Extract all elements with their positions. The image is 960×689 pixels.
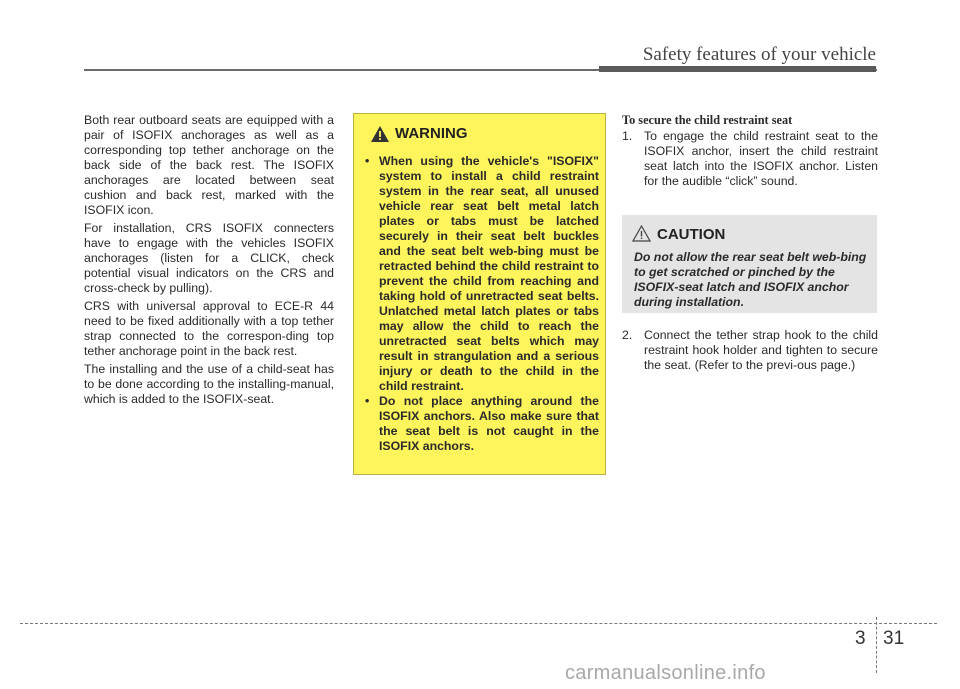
section-heading: To secure the child restraint seat: [622, 113, 793, 127]
warning-item: [363, 154, 599, 394]
caution-text: Do not allow the rear seat belt web-bing to get scratched or pinched by the ISOFIX-seat latch and ISOFIX anchor during installation.: [634, 250, 867, 309]
page-header-title: Safety features of your vehicle: [642, 44, 876, 65]
warning-item-text: Do not place anything around the ISOFIX anchors. Also make sure that the seat belt is not caught in the ISOFIX anchors.: [379, 394, 599, 453]
right-text-column: [622, 113, 878, 189]
paragraph: Both rear outboard seats are equipped with a pair of ISOFIX anchorages as well as a corresponding top tether anchorage on the back side of the back rest. The ISOFIX anchorages are located between seat cushion and back rest, marked with the ISOFIX icon.: [84, 113, 334, 217]
bullet-icon: •: [365, 394, 370, 408]
warning-title: WARNING: [395, 125, 468, 142]
footer-rule: [20, 623, 937, 624]
step-number: 1.: [622, 129, 633, 143]
warning-box: [353, 113, 606, 475]
paragraph: For installation, CRS ISOFIX connecters have to engage with the vehicles ISOFIX anchorages (listen for a CLICK, check potential visual indicators on the CRS and cross-check by pulling).: [84, 221, 334, 295]
step-text: To engage the child restraint seat to the ISOFIX anchor, insert the child restraint seat latch into the ISOFIX anchor. Listen for the audible “click” sound.: [644, 129, 878, 188]
page-number: 31: [883, 628, 905, 649]
caution-box: [622, 215, 877, 313]
warning-list: [363, 154, 599, 454]
bullet-icon: •: [365, 154, 370, 168]
footer-divider: [876, 617, 877, 673]
warning-triangle-icon: [371, 126, 389, 142]
paragraph: The installing and the use of a child-seat has to be done according to the installing-manual, which is added to the ISOFIX-seat.: [84, 362, 334, 406]
step-number: 2.: [622, 328, 633, 342]
watermark: carmanualsonline.info: [565, 662, 766, 684]
step-1: [622, 129, 878, 189]
paragraph: CRS with universal approval to ECE-R 44 need to be fixed additionally with a top tether strap connected to the correspon-ding top tether anchorage point in the back rest.: [84, 299, 334, 358]
warning-item-text: When using the vehicle's "ISOFIX" system to install a child restraint system in the rear seat, all unused vehicle rear seat belt metal latch plates or tabs must be latched securely in their seat belt buckles and the seat belt web-bing must be retracted behind the child restraint to prevent the child from reaching and taking hold of unretracted seat belts. Unlatched metal latch plates or tabs may allow the child to reach the unretracted seat belts which may result in strangulation and a serious injury or death to the child in the child restraint.: [379, 154, 599, 393]
header-rule-accent: [599, 66, 876, 72]
warning-item: [363, 394, 599, 454]
step-2: [622, 327, 878, 373]
caution-title: CAUTION: [657, 226, 726, 243]
left-text-column: [84, 113, 334, 410]
step-text: Connect the tether strap hook to the child restraint hook holder and tighten to secure the seat. (Refer to the previ-ous page.): [644, 328, 878, 372]
chapter-number: 3: [855, 628, 866, 649]
caution-triangle-icon: [632, 225, 651, 242]
